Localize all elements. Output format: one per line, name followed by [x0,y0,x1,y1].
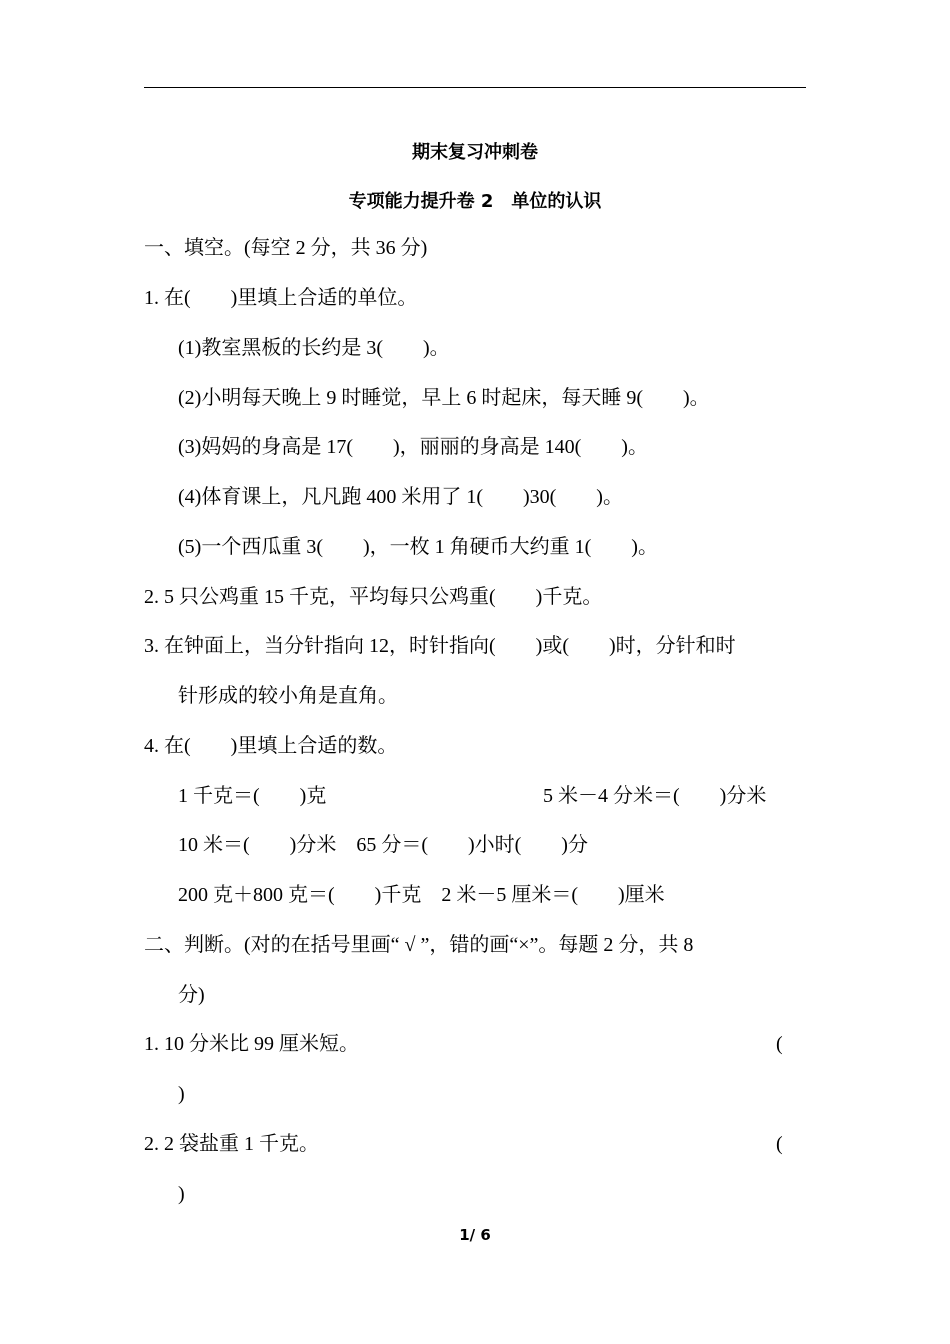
judge-item-1-open-paren: ( [776,1033,783,1055]
document-title: 期末复习冲刺卷 [412,142,538,163]
q4-row1-left: 1 千克＝( )克 [178,785,327,807]
q1-item-1: (1)教室黑板的长约是 3( )。 [178,337,450,359]
q3-line-1: 3. 在钟面上，当分针指向 12，时针指向( )或( )时，分针和时 [144,635,736,657]
q1-item-3: (3)妈妈的身高是 17( )，丽丽的身高是 140( )。 [178,436,648,458]
q1-stem: 1. 在( )里填上合适的单位。 [144,287,418,309]
q2: 2. 5 只公鸡重 15 千克，平均每只公鸡重( )千克。 [144,586,603,608]
section2-heading-cont: 分) [178,984,205,1006]
q4-row2: 10 米＝( )分米 65 分＝( )小时( )分 [178,834,588,856]
page-number: 1/ 6 [459,1226,491,1244]
judge-item-1: 1. 10 分米比 99 厘米短。 [144,1033,359,1055]
section1-heading: 一、填空。(每空 2 分，共 36 分) [144,237,428,259]
document-subtitle: 专项能力提升卷 2 单位的认识 [348,191,602,212]
q4-stem: 4. 在( )里填上合适的数。 [144,735,398,757]
header-rule [144,87,806,88]
q1-item-5: (5)一个西瓜重 3( )，一枚 1 角硬币大约重 1( )。 [178,536,658,558]
section2-heading: 二、判断。(对的在括号里画“ √ ”，错的画“×”。每题 2 分，共 8 [144,934,694,956]
judge-item-2-close-paren: ) [178,1183,185,1205]
judge-item-2: 2. 2 袋盐重 1 千克。 [144,1133,319,1155]
q1-item-2: (2)小明每天晚上 9 时睡觉，早上 6 时起床，每天睡 9( )。 [178,387,710,409]
q1-item-4: (4)体育课上，凡凡跑 400 米用了 1( )30( )。 [178,486,623,508]
judge-item-2-open-paren: ( [776,1133,783,1155]
q3-line-2: 针形成的较小角是直角。 [178,685,398,707]
q4-row1-right: 5 米－4 分米＝( )分米 [543,785,767,807]
q4-row3: 200 克＋800 克＝( )千克 2 米－5 厘米＝( )厘米 [178,884,665,906]
judge-item-1-close-paren: ) [178,1083,185,1105]
